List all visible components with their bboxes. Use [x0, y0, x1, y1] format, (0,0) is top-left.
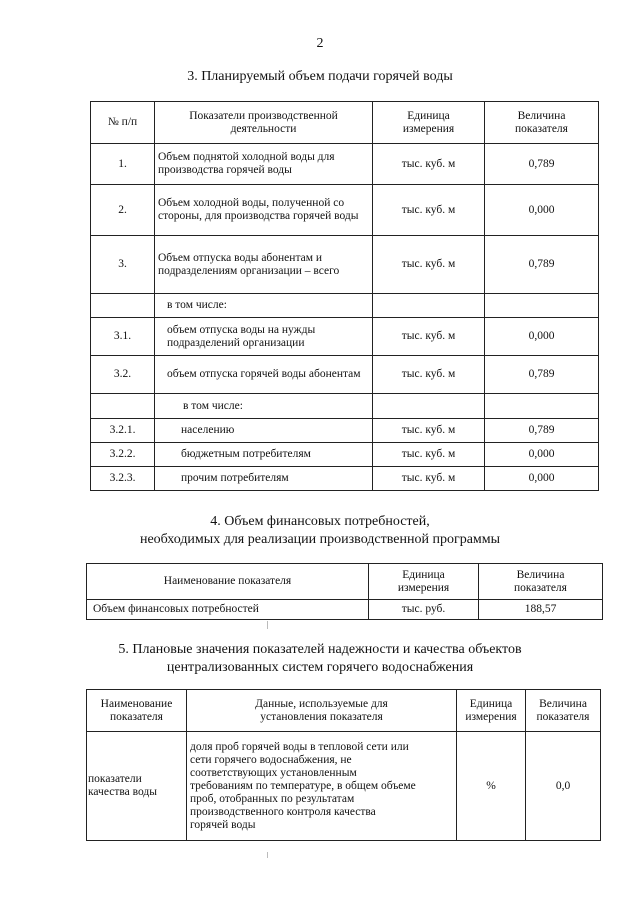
row-value	[485, 394, 599, 419]
s5-header-name: Наименование показателя	[87, 690, 187, 732]
row-unit	[373, 294, 485, 318]
table-row	[91, 144, 599, 185]
s5-header-unit: Единица измерения	[457, 690, 526, 732]
row-value: 0,789	[485, 419, 599, 443]
row-unit: тыс. руб.	[369, 600, 479, 620]
table-row	[91, 443, 599, 467]
row-name: объем отпуска воды на нужды подразделений организации	[155, 318, 373, 356]
table-row	[87, 732, 601, 841]
row-value: 0,0	[526, 732, 601, 841]
row-value: 0,000	[485, 185, 599, 236]
row-unit: тыс. куб. м	[373, 419, 485, 443]
table-row	[87, 600, 603, 620]
row-num: 2.	[91, 185, 155, 236]
section3-table	[90, 101, 599, 491]
row-num: 3.1.	[91, 318, 155, 356]
scan-mark	[267, 852, 268, 858]
page-number: 2	[316, 36, 324, 51]
section4-table	[86, 563, 603, 620]
row-name: бюджетным потребителям	[155, 443, 373, 467]
row-value: 0,789	[485, 356, 599, 394]
row-value	[485, 294, 599, 318]
row-unit: тыс. куб. м	[373, 185, 485, 236]
row-unit: %	[457, 732, 526, 841]
row-data: доля проб горячей воды в тепловой сети или сети горячего водоснабжения, не соответствующих установленным требованиям по температуре, в общем объеме проб, отобранных по результатам производственного контроля качества горячей воды	[187, 732, 457, 841]
row-num	[91, 394, 155, 419]
row-name: прочим потребителям	[155, 467, 373, 491]
row-name: Объем поднятой холодной воды для производства горячей воды	[155, 144, 373, 185]
row-name: Объем отпуска воды абонентам и подразделениям организации – всего	[155, 236, 373, 294]
row-num: 3.2.	[91, 356, 155, 394]
row-num: 3.2.2.	[91, 443, 155, 467]
table-row	[91, 356, 599, 394]
row-value: 0,789	[485, 236, 599, 294]
row-name: Объем финансовых потребностей	[87, 600, 369, 620]
table-row	[91, 294, 599, 318]
section4-title-line2: необходимых для реализации производственной программы	[139, 532, 501, 547]
row-unit: тыс. куб. м	[373, 356, 485, 394]
row-unit: тыс. куб. м	[373, 467, 485, 491]
row-num: 3.2.3.	[91, 467, 155, 491]
table-row	[91, 394, 599, 419]
scan-mark	[267, 621, 268, 629]
row-name: в том числе:	[155, 294, 373, 318]
row-num: 1.	[91, 144, 155, 185]
row-unit	[373, 394, 485, 419]
table-row	[91, 185, 599, 236]
row-unit: тыс. куб. м	[373, 236, 485, 294]
row-num	[91, 294, 155, 318]
section5-table	[86, 689, 601, 841]
row-value: 188,57	[479, 600, 603, 620]
section5-title-line2: централизованных систем горячего водоснабжения	[166, 660, 474, 675]
row-name: Объем холодной воды, полученной со стороны, для производства горячей воды	[155, 185, 373, 236]
s5-header-data: Данные, используемые для установления показателя	[187, 690, 457, 732]
table-row	[91, 236, 599, 294]
s4-header-value: Величина показателя	[479, 564, 603, 600]
row-value: 0,000	[485, 318, 599, 356]
row-num: 3.	[91, 236, 155, 294]
row-value: 0,000	[485, 467, 599, 491]
row-value: 0,789	[485, 144, 599, 185]
row-unit: тыс. куб. м	[373, 318, 485, 356]
row-num: 3.2.1.	[91, 419, 155, 443]
row-value: 0,000	[485, 443, 599, 467]
row-name: в том числе:	[155, 394, 373, 419]
row-name: объем отпуска горячей воды абонентам	[155, 356, 373, 394]
s3-header-unit: Единица измерения	[373, 102, 485, 144]
section4-title-line1: 4. Объем финансовых потребностей,	[210, 514, 430, 529]
s5-header-value: Величина показателя	[526, 690, 601, 732]
s3-header-name: Показатели производственной деятельности	[155, 102, 373, 144]
table-row	[91, 419, 599, 443]
row-unit: тыс. куб. м	[373, 443, 485, 467]
row-name: показатели качества воды	[87, 732, 187, 841]
row-name: населению	[155, 419, 373, 443]
table-row	[91, 318, 599, 356]
s4-header-unit: Единица измерения	[369, 564, 479, 600]
s3-header-num: № п/п	[91, 102, 155, 144]
section3-title: 3. Планируемый объем подачи горячей воды	[187, 69, 453, 84]
table-row	[91, 467, 599, 491]
row-unit: тыс. куб. м	[373, 144, 485, 185]
section5-title-line1: 5. Плановые значения показателей надежности и качества объектов	[118, 642, 522, 657]
s3-header-value: Величина показателя	[485, 102, 599, 144]
s4-header-name: Наименование показателя	[87, 564, 369, 600]
